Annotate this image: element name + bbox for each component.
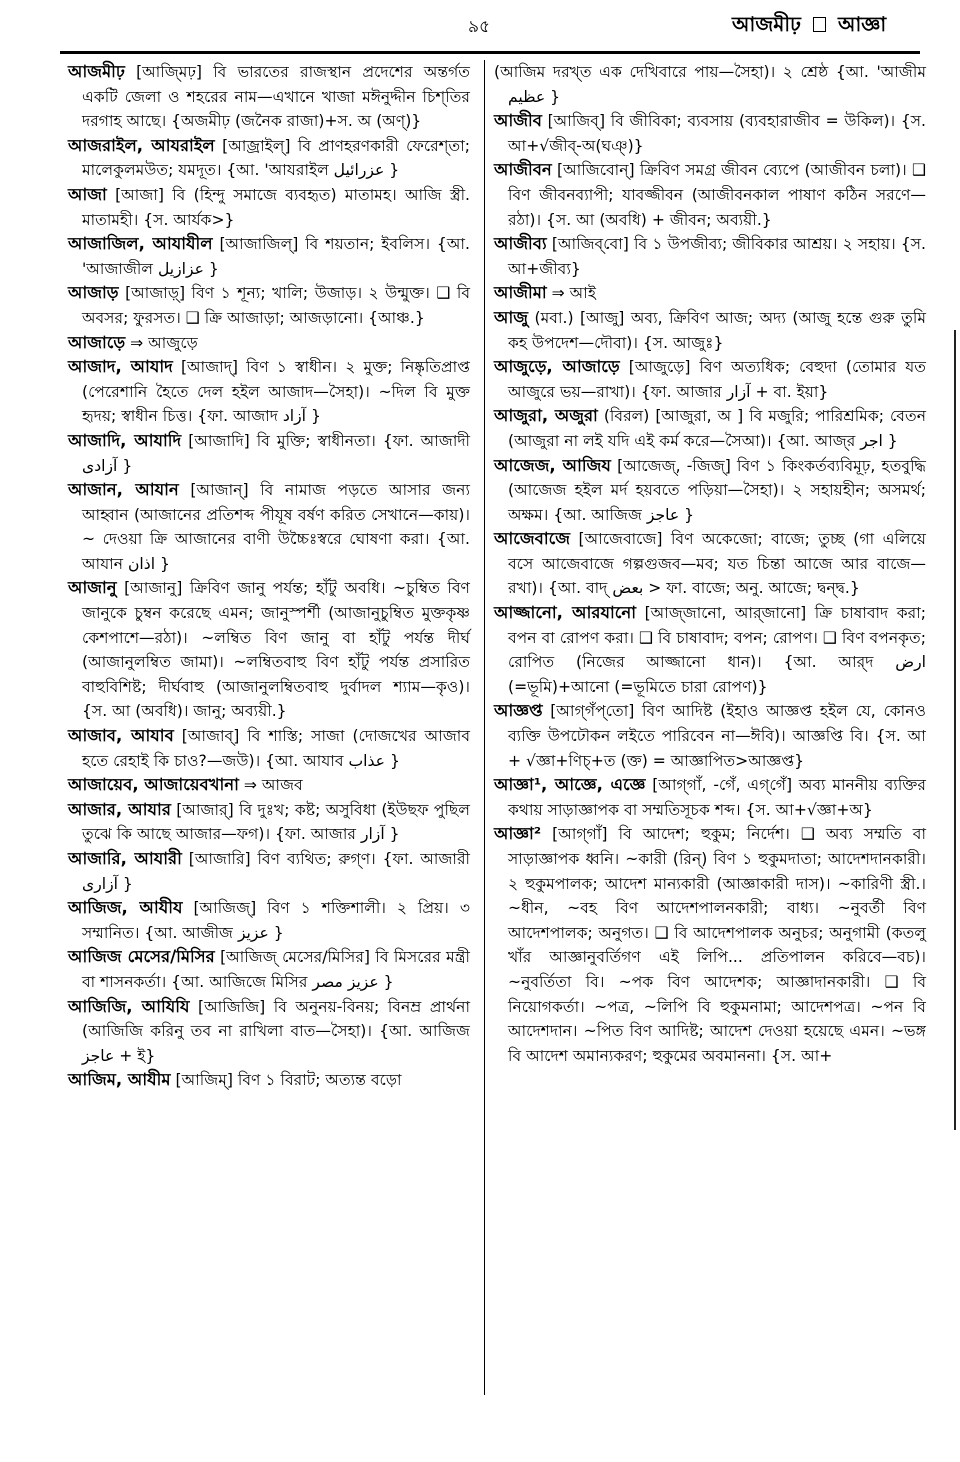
dictionary-entry [68,724,470,773]
dictionary-entry [68,134,470,183]
entry-headword: আজান, আযান [68,480,179,500]
entry-headword: আজুরা, অজুরা [494,406,598,426]
entry-headword: আজরাইল, আযরাইল [68,135,215,155]
entry-definition: [আজিজি] বি অনুনয়-বিনয়; বিনম্র প্রার্থনা (আজিজি করিনু তব না রাখিলা বাত—সৈহা)। {আ. আজিজ عاجز + ই} [82,997,471,1065]
entry-definition: (বিরল) [আজুরা, অ ] বি মজুরি; পারিশ্রমিক; বেতন (আজুরা না লই যদি এই কর্ম করে—সৈআ)। {আ. আজ্‌র اجر } [508,407,926,450]
entry-headword: আজায়েব, আজায়েবখানা [68,775,239,795]
column-divider [484,60,485,1395]
page-header [0,0,960,52]
dictionary-entry [68,183,470,232]
entry-headword: আজমীঢ় [68,62,125,81]
dictionary-entry [68,1068,470,1093]
dictionary-entry [494,773,926,822]
running-head [732,10,886,43]
entry-headword: আজার, আযার [68,799,171,819]
guide-word-last: আজ্ঞা [837,12,887,36]
dictionary-entry [494,822,926,1068]
dictionary-entry [68,847,470,896]
entry-headword: আজীবন [494,160,552,180]
entry-definition: ⇒ আজব [238,776,303,795]
entry-headword: আজিজ মেসের/মিসির [68,947,215,967]
dictionary-entry [68,355,470,429]
dictionary-entry [494,109,926,158]
header-rule [60,51,920,54]
dictionary-entry [68,945,470,994]
entry-headword: আজীমা [494,283,547,303]
entry-headword: আজাদ, আযাদ [68,357,173,377]
entry-headword: আজু [494,307,529,327]
entry-headword: আজাব, আযাব [68,726,174,746]
entry-definition: [আজারি] বিণ ব্যথিত; রুগ্ণ। {ফা. আজারী آزاری } [82,850,470,893]
entry-definition: [আজিব্‌বো] বি ১ উপজীব্য; জীবিকার আশ্রয়। ২ সহায়। {স. আ+জীব্য} [508,235,926,278]
entry-headword: আজিম, আযীম [68,1070,171,1090]
entry-definition: [আজাজিল্] বি শয়তান; ইবলিস। {আ. 'আজাজীল عزازيل } [82,235,470,278]
dictionary-entry [68,773,470,798]
dictionary-entry [68,60,470,134]
entry-headword: আজাড় [68,283,119,303]
entry-headword: আজাদি, আযাদি [68,430,182,450]
entry-definition: [আজ্‌জানো, আর্‌জানো] ক্রি চাষাবাদ করা; বপন বা রোপণ করা। ❑ বি চাষাবাদ; বপন; রোপণ। ❑ বিণ বপনকৃত; রোপিত (নিজের আজ্জানো ধান)। {আ. আর্‌দ ارض (=ভূমি)+আনো (=ভূমিতে চারা রোপণ)} [508,604,927,696]
entry-headword: আজ্ঞা² [494,824,542,844]
entry-headword: আজানু [68,578,117,598]
entry-definition: [আজার্] বি দুঃখ; কষ্ট; অসুবিধা (ইউছফ পুছিল তুঝে কি আছে আজার—ফগ)। {ফা. আজার آزار } [82,800,470,844]
entry-definition: [আজেবাজে] বিণ অকেজো; বাজে; তুচ্ছ (গা এলিয়ে বসে আজেবাজে গল্পগুজব—মব; যত চিন্তা আজে আর বাজে—রখা)। {আ. বাদ্ بعض > ফা. বাজে; অনু. আজে; দ্বন্দ্ব.} [508,530,926,598]
dictionary-entry [68,331,470,356]
entry-definition: [আজা] বি (হিন্দু সমাজে ব্যবহৃত) মাতামহ। আজি স্ত্রী. মাতামহী। {স. আর্যক>} [82,185,470,229]
entry-headword: আজিজ, আযীয [68,898,183,918]
entry-headword: আজিজি, আযিযি [68,996,190,1016]
entry-definition: [আজিজ্] বিণ ১ শক্তিশালী। ২ প্রিয়। ৩ সম্মানিত। {আ. আজীজ عزيز } [82,899,470,942]
entry-headword: আজাজিল, আযাযীল [68,234,213,254]
page-edge [954,330,956,1130]
entry-headword: আজ্জানো, আরযানো [494,603,637,623]
dictionary-entry [494,306,926,355]
entry-definition: [আগ্‌গাঁ, -গেঁ, এগ্‌গেঁ] অব্য মাননীয় ব্যক্তির কথায় সাড়াজ্ঞাপক বা সম্মতিসূচক শব্দ। {স. আ+√জ্ঞা+অ} [508,776,927,819]
entry-headword: আজীব [494,111,542,131]
dictionary-entry [494,699,926,773]
entry-headword: আজারি, আযারী [68,849,182,868]
dictionary-entry [494,60,926,109]
dictionary-entry [494,404,926,453]
dictionary-entry [68,896,470,945]
entry-definition: [আজিব্] বি জীবিকা; ব্যবসায় (ব্যবহারাজীব = উকিল)। {স. আ+√জীব্-অ(ঘঞ্)} [508,112,926,155]
entry-definition: [আজানু] ক্রিবিণ জানু পর্যন্ত; হাঁটু অবধি। ~চুম্বিত বিণ জানুকে চুম্বন করেছে এমন; জানুস্পর্শী (আজানুচুম্বিত মুক্তকৃষ্ণ কেশপাশে—রঠা)। ~লম্বিত বিণ জানু বা হাঁটু পর্যন্ত দীর্ঘ (আজানুলম্বিত জামা)। ~লম্বিতবাহু বিণ হাঁটু পর্যন্ত প্রসারিত বাহুবিশিষ্ট; দীর্ঘবাহু (আজানুলম্বিতবাহু দুর্বাদল শ্যাম—কৃও)। {স. আ (অবধি)। জানু; অব্যয়ী.} [82,579,470,721]
dictionary-entry [68,576,470,724]
entry-headword: আজুড়ে, আজাড়ে [494,357,620,377]
entry-definition: ⇒ আই [546,284,596,303]
entry-definition: [আজ্মিঢ়] বি ভারতের রাজস্থান প্রদেশের অন্তর্গত একটি জেলা ও শহরের নাম—এখানে খাজা মঈনুদ্দীন চিশ্‌তির দরগাহ আছে। {অজমীঢ় (জনৈক রাজা)+স. অ (অণ্)} [82,63,470,131]
dictionary-entry [494,281,926,306]
dictionary-entry [494,454,926,528]
entry-definition: ⇒ আজুড়ে [125,333,198,352]
entry-definition: [আজুড়ে] বিণ অত্যধিক; বেহুদা (তোমার যত আজুরে ভয়—রাখা)। {ফা. আজার آزار + বা. ইয়া} [508,358,926,401]
entry-headword: আজা [68,184,107,204]
entry-headword: আজ্ঞপ্ত [494,701,543,721]
entry-definition: [আজিজ্ মেসের/মিসির] বি মিসরের মন্ত্রী বা শাসনকর্তা। {আ. আজিজে মিসির عزيز مصر } [82,948,471,991]
entry-definition: [আজাদ্] বিণ ১ স্বাধীন। ২ মুক্ত; নিষ্কৃতিপ্রাপ্ত (পেরেশানি হৈতে দেল হইল আজাদ—সৈহা)। ~দিল বি মুক্ত হৃদয়; স্বাধীন চিত্ত। {ফা. আজাদ آزاد } [82,358,470,426]
dictionary-entry [494,158,926,232]
separator-box-icon [813,17,826,32]
left-column [68,60,470,1093]
entry-headword: আজাড়ে [68,332,126,352]
entry-headword: আজীব্য [494,234,547,254]
entry-headword: আজ্ঞা¹, আজ্ঞে, এজ্ঞে [494,775,646,795]
entry-definition: [আজিবোন্] ক্রিবিণ সমগ্র জীবন ব্যেপে (আজীবন চলা)। ❑ বিণ জীবনব্যাপী; যাবজ্জীবন (আজীবনকাল পাষাণ কঠিন সরণে—রঠা)। {স. আ (অবধি) + জীবন; অব্যয়ী.} [508,161,926,229]
dictionary-entry [68,995,470,1069]
dictionary-entry [68,478,470,576]
dictionary-entry [68,798,470,847]
page-number: ৯৫ [468,17,491,37]
entry-definition: [আজাড়্] বিণ ১ শূন্য; খালি; উজাড়। ২ উন্মুক্ত। ❑ বি অবসর; ফুরসত। ❑ ক্রি আজাড়া; আজড়ানো। {আঞ্চ.} [82,284,470,327]
entry-definition: [আজিম্] বিণ ১ বিরাট; অত্যন্ত বড়ো [170,1071,402,1090]
entry-definition: [আজাদি] বি মুক্তি; স্বাধীনতা। {ফা. আজাদী آزادی } [82,431,470,475]
entry-definition: [আজেজ্, -জিজ্] বিণ ১ কিংকর্তব্যবিমূঢ়, হতবুদ্ধি (আজেজ হইল মর্দ হয়বতে পড়িয়া—সৈহা)। ২ সহায়হীন; অসমর্থ; অক্ষম। {আ. আজিজ عاجز } [508,456,926,524]
entry-definition: [আজ্রাইল্] বি প্রাণহরণকারী ফেরেশ্‌তা; মালেকুলমউত; যমদূত। {আ. 'আযরাইল عزرائيل } [82,136,470,180]
dictionary-entry [68,429,470,478]
guide-word-first: আজমীঢ় [732,12,801,36]
dictionary-entry [68,232,470,281]
dictionary-entry [494,232,926,281]
entry-definition: [আগ্‌গাঁ] বি আদেশ; হুকুম; নির্দেশ। ❑ অব্য সম্মতি বা সাড়াজ্ঞাপক ধ্বনি। ~কারী (রিন্) বিণ ১ হুকুমদাতা; আদেশদানকারী। ২ হুকুমপালক; আদেশ মান্যকারী (আজ্ঞাকারী দাস)। ~কারিণী স্ত্রী.। ~ধীন, ~বহ বিণ আদেশপালনকারী; বাধ্য। ~নুবর্তী বিণ আদেশপালক; অনুগত। ❑ বি আদেশপালক অনুচর; অনুগামী (কতলু খাঁর আজ্ঞানুবর্তিগণ এই লিপি... প্রতিপালন করিবে—বচ)। ~নুবর্তিতা বি। ~পক বিণ আদেশক; আজ্ঞাদানকারী। ❑ বি নিয়োগকর্তা। ~পত্র, ~লিপি বি হুকুমনামা; আদেশপত্র। ~পন বি আদেশদান। ~পিত বিণ আদিষ্ট; আদেশ দেওয়া হয়েছে এমন। ~ভঙ্গ বি আদেশ অমান্যকরণ; হুকুমের অবমাননা। {স. আ+ [508,825,926,1065]
dictionary-entry [494,355,926,404]
entry-headword: আজেবাজে [494,529,570,549]
right-column [494,60,926,1068]
entry-definition: [আজাব্] বি শাস্তি; সাজা (দোজখের আজাব হতে রেহাই কি চাও?—জউ)। {আ. আযাব عذاب } [82,727,470,770]
entry-definition: (আজিম দরখ্ত এক দেখিবারে পায়—সৈহা)। ২ শ্রেষ্ঠ {আ. 'আজীম عظيم } [494,63,926,106]
dictionary-entry [68,281,470,330]
entry-definition: (মবা.) [আজু] অব্য, ক্রিবিণ আজ; অদ্য (আজু হন্তে গুরু তুমি কহ উপদেশ—দৌবা)। {স. আজুঃ} [508,308,926,352]
entry-definition: [আজান্] বি নামাজ পড়তে আসার জন্য আহ্বান (আজানের প্রতিশব্দ পীযূষ বর্ষণ করিত সেখানে—কায়)। ~ দেওয়া ক্রি আজানের বাণী উচ্চৈঃস্বরে ঘোষণা করা। {আ. আযান اذان } [82,481,470,573]
entry-definition: [আগ্‌গঁপ্‌তো] বিণ আদিষ্ট (ইহাও আজ্ঞপ্ত হইল যে, কোনও ব্যক্তি উপঢৌকন লইতে পারিবেন না—ঈবি)। আজ্ঞপ্তি বি। {স. আ + √জ্ঞা+ণিচ্+ত (ক্ত) = আজ্ঞাপিত>আজ্ঞপ্ত} [508,702,926,770]
dictionary-entry [494,527,926,601]
entry-headword: আজেজ, আজিয [494,455,611,475]
dictionary-entry [494,601,926,699]
